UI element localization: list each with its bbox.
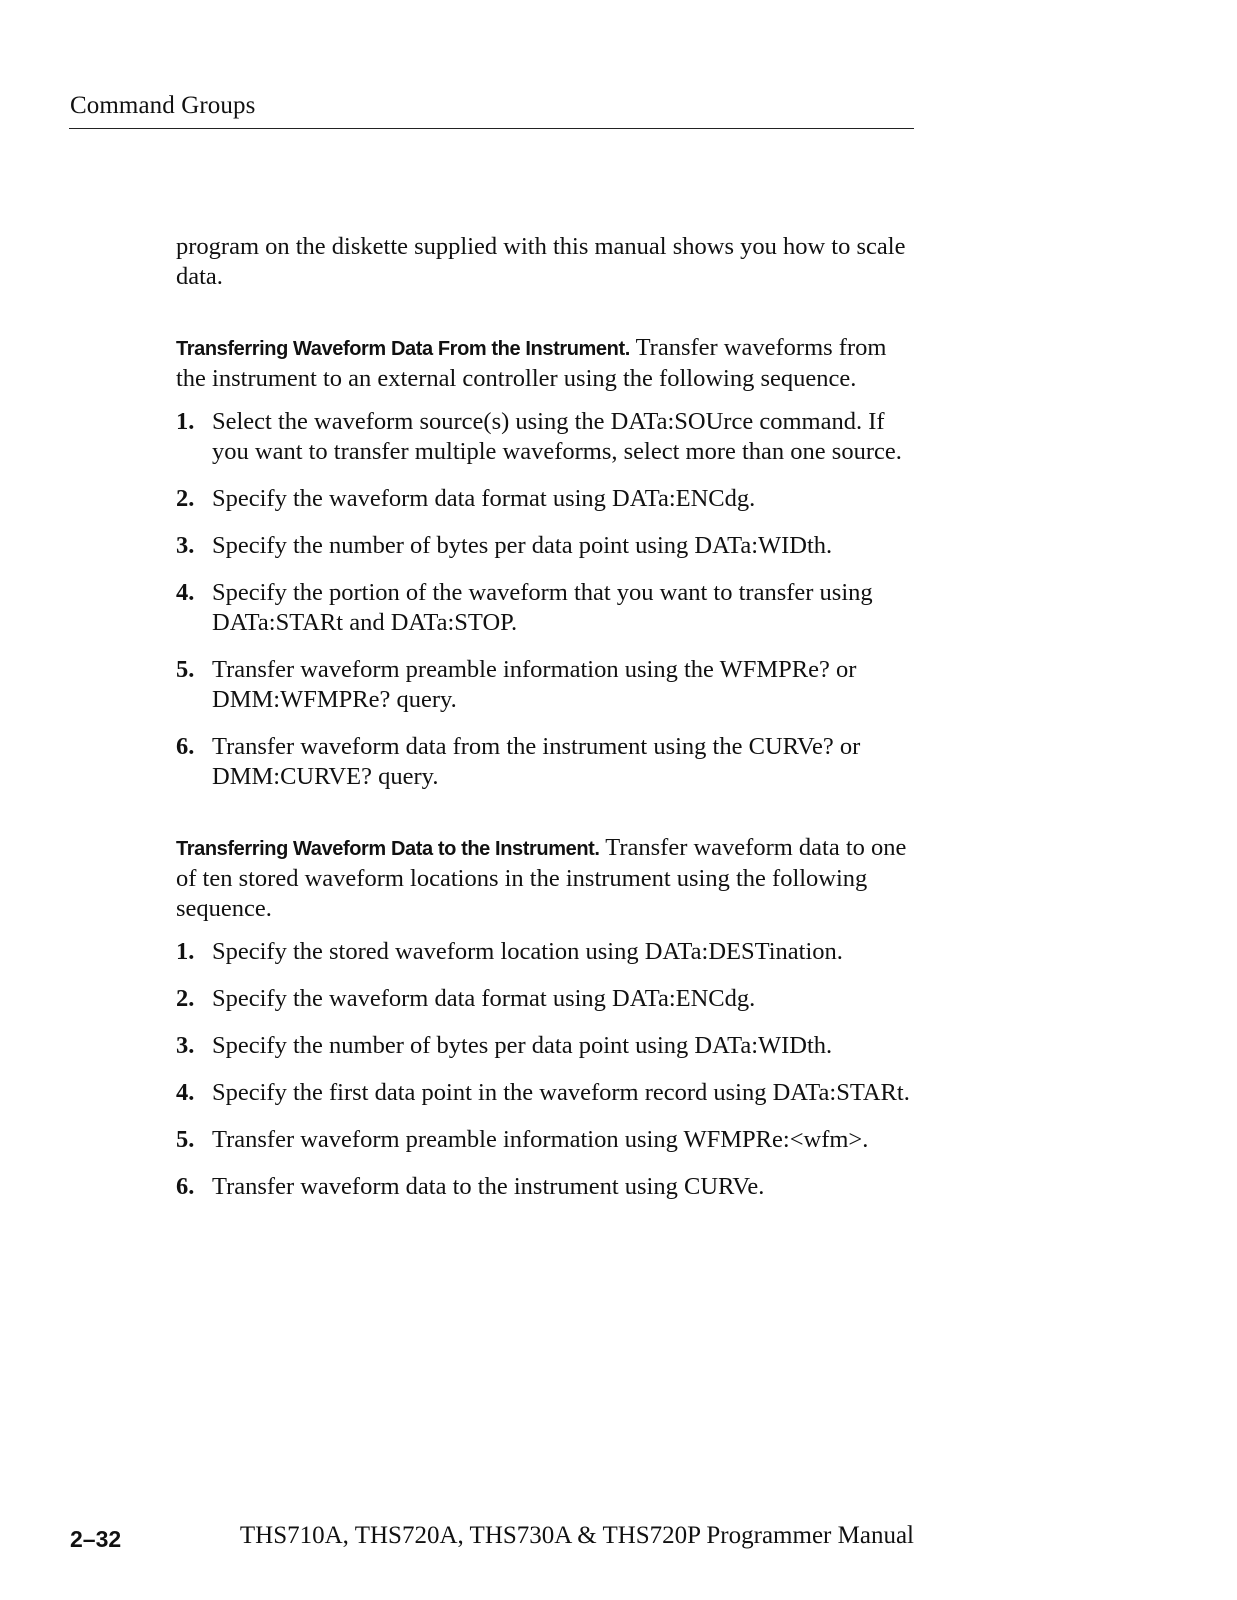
step-text: Specify the number of bytes per data point using DATa:WIDth. <box>212 1032 833 1059</box>
list-item <box>176 531 911 561</box>
step-text: Transfer waveform preamble information using the WFMPRe? or DMM:WFMPRe? query. <box>212 656 857 713</box>
list-item <box>176 407 911 467</box>
step-number: 2. <box>176 985 195 1012</box>
running-head: Command Groups <box>70 92 256 119</box>
step-text: Transfer waveform preamble information using WFMPRe:<wfm>. <box>212 1126 869 1153</box>
step-number: 4. <box>176 579 195 606</box>
page-number: 2–32 <box>70 1526 122 1552</box>
header-rule <box>69 128 914 129</box>
step-number: 5. <box>176 656 195 683</box>
section-intro <box>176 333 911 394</box>
footer-manual-title: THS710A, THS720A, THS730A & THS720P Programmer Manual <box>239 1522 914 1549</box>
list-item <box>176 484 911 514</box>
step-text: Select the waveform source(s) using the DATa:SOUrce command. If you want to transfer multiple waveforms, select more than one source. <box>212 408 902 465</box>
step-text: Specify the first data point in the waveform record using DATa:STARt. <box>212 1079 910 1106</box>
step-text: Specify the portion of the waveform that you want to transfer using DATa:STARt and DATa:STOP. <box>212 579 873 636</box>
step-number: 1. <box>176 408 195 435</box>
step-text: Specify the stored waveform location using DATa:DESTination. <box>212 938 843 965</box>
step-number: 2. <box>176 485 195 512</box>
step-list <box>176 937 911 1202</box>
step-list <box>176 407 911 792</box>
step-number: 3. <box>176 532 195 559</box>
step-text: Specify the waveform data format using DATa:ENCdg. <box>212 485 756 512</box>
list-item <box>176 937 911 967</box>
list-item <box>176 1078 911 1108</box>
step-number: 6. <box>176 1173 195 1200</box>
page-body <box>176 232 911 1219</box>
list-item <box>176 732 911 792</box>
section-intro <box>176 833 911 924</box>
run-in-heading: Transferring Waveform Data From the Instrument. <box>176 338 630 360</box>
run-in-heading: Transferring Waveform Data to the Instrument. <box>176 838 600 860</box>
list-item <box>176 655 911 715</box>
section-to-instrument <box>176 833 911 1202</box>
step-text: Specify the number of bytes per data point using DATa:WIDth. <box>212 532 833 559</box>
step-number: 1. <box>176 938 195 965</box>
list-item <box>176 1125 911 1155</box>
step-number: 5. <box>176 1126 195 1153</box>
step-number: 4. <box>176 1079 195 1106</box>
section-from-instrument <box>176 333 911 792</box>
section-lead: Transfer waveform data to one of ten stored waveform locations in the instrument using the following sequence. <box>176 834 907 922</box>
section-lead: Transfer waveforms from the instrument to an external controller using the following sequence. <box>176 334 887 392</box>
step-text: Transfer waveform data to the instrument using CURVe. <box>212 1173 765 1200</box>
intro-paragraph: program on the diskette supplied with this manual shows you how to scale data. <box>176 233 906 290</box>
step-number: 6. <box>176 733 195 760</box>
list-item <box>176 1172 911 1202</box>
list-item <box>176 1031 911 1061</box>
list-item <box>176 984 911 1014</box>
step-text: Transfer waveform data from the instrument using the CURVe? or DMM:CURVE? query. <box>212 733 861 790</box>
step-text: Specify the waveform data format using DATa:ENCdg. <box>212 985 756 1012</box>
list-item <box>176 578 911 638</box>
step-number: 3. <box>176 1032 195 1059</box>
